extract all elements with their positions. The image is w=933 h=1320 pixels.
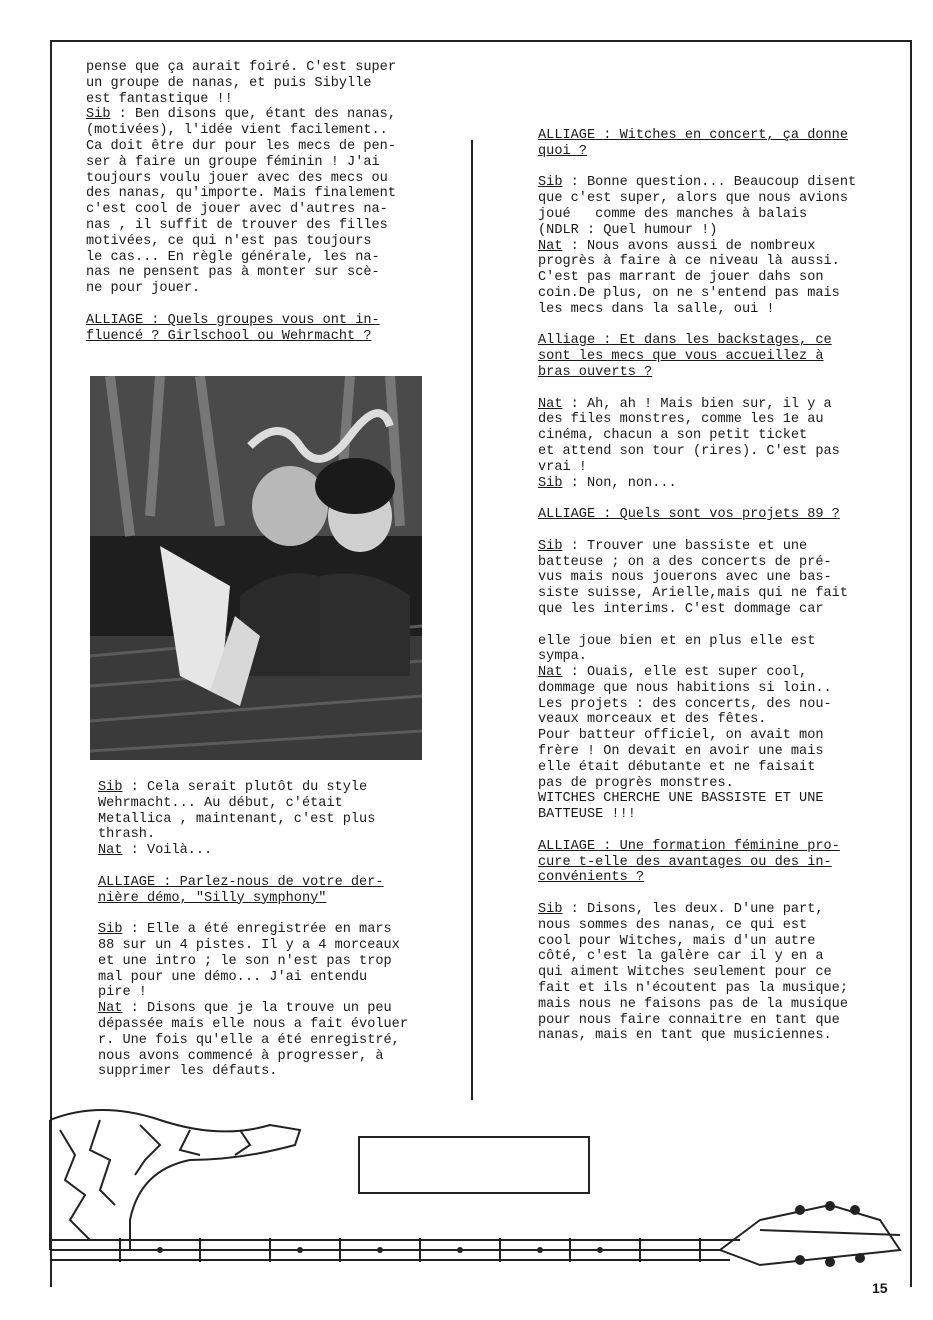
speaker-name: Nat — [98, 843, 123, 859]
text-line — [538, 949, 856, 965]
text-line — [98, 796, 408, 812]
text-line — [98, 954, 408, 970]
interview-question — [538, 144, 856, 160]
text-line — [538, 286, 856, 302]
text-line — [538, 570, 856, 586]
left-column — [86, 60, 396, 344]
text-line — [98, 970, 408, 986]
line-text: sympa. — [538, 649, 587, 665]
question-text: Alliage : Et dans les backstages, ce — [538, 333, 832, 349]
text-line — [98, 780, 408, 796]
line-text: Pour batteur officiel, on avait mon — [538, 728, 824, 744]
page-number: 15 — [872, 1280, 888, 1296]
speaker-name: Nat — [98, 1001, 123, 1017]
line-text: WITCHES CHERCHE UNE BASSISTE ET UNE — [538, 791, 824, 807]
line-text: (NDLR : Quel humour !) — [538, 222, 718, 238]
line-text: Wehrmacht... Au début, c'était — [98, 795, 343, 811]
line-text: que c'est super, alors que nous avions — [538, 191, 848, 207]
line-text: pas de progrès monstres. — [538, 775, 734, 791]
line-text: dommage que nous habitions si loin.. — [538, 680, 832, 696]
line-text: mais nous ne faisons pas de la musique — [538, 996, 848, 1012]
question-text: sont les mecs que vous accueillez à — [538, 349, 824, 365]
line-text: les mecs dans la salle, oui ! — [538, 301, 775, 317]
text-line — [538, 397, 856, 413]
line-text: des nanas, qu'importe. Mais finalement — [86, 186, 396, 202]
speaker-name: Sib — [98, 780, 123, 795]
line-text: motivées, ce qui n'est pas toujours — [86, 233, 372, 249]
interview-question — [98, 891, 408, 907]
line-text: elle était débutante et ne faisait — [538, 759, 816, 775]
text-line — [86, 92, 396, 108]
text-line — [98, 1001, 408, 1017]
question-text: ALLIAGE : Quels sont vos projets 89 ? — [538, 507, 840, 523]
question-text: fluencé ? Girlschool ou Wehrmacht ? — [86, 328, 372, 344]
line-text: coin.De plus, on ne s'entend pas mais — [538, 285, 840, 301]
line-text: : Ouais, elle est super cool, — [562, 665, 808, 681]
line-text: pire ! — [98, 985, 147, 1001]
text-line — [538, 665, 856, 681]
line-text: qui aiment Witches seulement pour ce — [538, 965, 832, 981]
text-line — [538, 555, 856, 571]
line-text: : Disons, les deux. D'une part, — [562, 902, 824, 918]
text-line — [86, 218, 396, 234]
question-text: ALLIAGE : Witches en concert, ça donne — [538, 128, 848, 143]
text-line — [538, 428, 856, 444]
interview-question — [538, 333, 856, 349]
speaker-name: Sib — [538, 538, 563, 554]
line-text: et une intro ; le son n'est pas trop — [98, 953, 392, 969]
line-text: veaux morceaux et des fêtes. — [538, 712, 767, 728]
text-line — [98, 938, 408, 954]
text-line — [538, 539, 856, 555]
text-line — [86, 281, 396, 297]
text-line — [538, 175, 856, 191]
text-line — [538, 634, 856, 650]
text-line — [98, 1049, 408, 1065]
line-text: des files monstres, comme les 1e au — [538, 412, 824, 428]
interview-question — [538, 507, 856, 523]
text-line — [86, 76, 396, 92]
text-line — [538, 602, 856, 618]
paragraph-gap — [538, 160, 856, 176]
interview-question — [538, 365, 856, 381]
question-text: ALLIAGE : Une formation féminine pro- — [538, 838, 840, 854]
text-line — [538, 254, 856, 270]
text-line — [86, 107, 396, 123]
text-line — [86, 139, 396, 155]
paragraph-gap — [538, 886, 856, 902]
text-line — [86, 250, 396, 266]
text-line — [538, 981, 856, 997]
text-line — [538, 412, 856, 428]
text-line — [538, 270, 856, 286]
line-text: toujours voulu jouer avec des mecs ou — [86, 170, 388, 186]
question-text: bras ouverts ? — [538, 364, 653, 380]
question-text: ALLIAGE : Quels groupes vous ont in- — [86, 312, 380, 328]
line-text: 88 sur un 4 pistes. Il y a 4 morceaux — [98, 937, 400, 953]
paragraph-gap — [86, 297, 396, 313]
line-text: nas , il suffit de trouver des filles — [86, 217, 388, 233]
line-text: cinéma, chacun a son petit ticket — [538, 428, 808, 444]
interview-question — [538, 839, 856, 855]
text-line — [86, 123, 396, 139]
question-text: quoi ? — [538, 143, 587, 159]
line-text: nous avons commencé à progresser, à — [98, 1048, 384, 1064]
text-line — [538, 649, 856, 665]
paragraph-gap — [98, 859, 408, 875]
line-text: siste suisse, Arielle,mais qui ne fait — [538, 586, 848, 602]
speaker-name: Nat — [538, 665, 563, 681]
text-line — [538, 902, 856, 918]
text-line — [538, 791, 856, 807]
line-text: (motivées), l'idée vient facilement.. — [86, 123, 388, 139]
speaker-name: Sib — [538, 475, 563, 491]
line-text: Metallica , maintenant, c'est plus — [98, 811, 376, 827]
line-text: côté, c'est la galère car il y en a — [538, 949, 824, 965]
line-text: Ca doit être dur pour les mecs de pen- — [86, 138, 396, 154]
line-text: : Ben disons que, étant des nanas, — [110, 107, 396, 123]
line-text: frère ! On devait en avoir une mais — [538, 744, 824, 760]
text-line — [538, 681, 856, 697]
line-text: pense que ça aurait foiré. C'est super — [86, 60, 396, 75]
line-text: elle joue bien et en plus elle est — [538, 633, 816, 649]
question-text: cure t-elle des avantages ou des in- — [538, 854, 832, 870]
line-text: joué comme des manches à balais — [538, 206, 808, 222]
text-line — [538, 302, 856, 318]
text-line — [86, 202, 396, 218]
line-text: : Bonne question... Beaucoup disent — [562, 175, 857, 191]
question-text: convénients ? — [538, 870, 645, 886]
interview-question — [538, 855, 856, 871]
line-text: : Ah, ah ! Mais bien sur, il y a — [562, 396, 832, 412]
line-text: dépassée mais elle nous a fait évoluer — [98, 1016, 408, 1032]
text-line — [98, 812, 408, 828]
line-text: C'est pas marrant de jouer dahs son — [538, 270, 824, 286]
text-line — [538, 586, 856, 602]
text-line — [538, 223, 856, 239]
speaker-name: Nat — [538, 238, 563, 254]
interview-question — [86, 313, 396, 329]
paragraph-gap — [538, 823, 856, 839]
column-divider — [471, 140, 473, 1100]
line-text: : Voilà... — [122, 843, 213, 859]
text-line — [86, 171, 396, 187]
line-text: vus mais nous jouerons avec une bas- — [538, 570, 832, 586]
line-text: Les projets : des concerts, des nou- — [538, 696, 832, 712]
text-line — [538, 191, 856, 207]
text-line — [538, 997, 856, 1013]
paragraph-gap — [538, 381, 856, 397]
line-text: BATTEUSE !!! — [538, 807, 636, 823]
line-text: batteuse ; on a des concerts de pré- — [538, 554, 832, 570]
line-text: : Non, non... — [562, 475, 677, 491]
text-line — [538, 728, 856, 744]
text-line — [538, 744, 856, 760]
text-line — [538, 776, 856, 792]
line-text: ser à faire un groupe féminin ! J'ai — [86, 154, 380, 170]
text-line — [538, 239, 856, 255]
text-line — [538, 807, 856, 823]
line-text: vrai ! — [538, 459, 587, 475]
line-text: c'est cool de jouer avec d'autres na- — [86, 202, 388, 218]
text-line — [538, 760, 856, 776]
text-line — [98, 922, 408, 938]
text-line — [538, 207, 856, 223]
line-text: r. Une fois qu'elle a été enregistré, — [98, 1032, 400, 1048]
interview-question — [538, 128, 856, 144]
text-line — [538, 444, 856, 460]
line-text: le cas... En règle générale, les na- — [86, 249, 380, 265]
text-line — [98, 827, 408, 843]
text-line — [98, 1033, 408, 1049]
text-line — [538, 934, 856, 950]
line-text: : Cela serait plutôt du style — [122, 780, 368, 795]
text-line — [538, 918, 856, 934]
text-line — [86, 155, 396, 171]
line-text: : Nous avons aussi de nombreux — [562, 238, 816, 254]
speaker-name: Sib — [98, 922, 123, 938]
text-line — [538, 460, 856, 476]
interview-question — [538, 870, 856, 886]
line-text: cool pour Witches, mais d'un autre — [538, 933, 816, 949]
paragraph-gap — [538, 491, 856, 507]
band-photo — [90, 376, 422, 760]
line-text: ne pour jouer. — [86, 281, 201, 297]
line-text: est fantastique !! — [86, 91, 233, 107]
paragraph-gap — [98, 906, 408, 922]
speaker-name: Sib — [538, 902, 563, 918]
line-text: supprimer les défauts. — [98, 1064, 278, 1080]
text-line — [538, 476, 856, 492]
text-line — [538, 1013, 856, 1029]
right-column — [538, 128, 856, 1044]
line-text: nas ne pensent pas à monter sur scè- — [86, 265, 380, 281]
speaker-name: Nat — [538, 396, 563, 412]
text-line — [538, 697, 856, 713]
speaker-name: Sib — [86, 107, 111, 123]
text-line — [98, 1064, 408, 1080]
line-text: progrès à faire à ce niveau là aussi. — [538, 254, 840, 270]
interview-question — [86, 329, 396, 345]
text-line — [98, 1017, 408, 1033]
line-text: pour nous faire connaitre en tant que — [538, 1012, 840, 1028]
question-text: nière démo, "Silly symphony" — [98, 890, 327, 906]
text-line — [86, 234, 396, 250]
paragraph-gap — [538, 318, 856, 334]
text-line — [98, 985, 408, 1001]
text-line — [86, 265, 396, 281]
speaker-name: Sib — [538, 175, 563, 191]
question-text: ALLIAGE : Parlez-nous de votre der- — [98, 874, 384, 890]
text-line — [86, 186, 396, 202]
text-line — [538, 712, 856, 728]
text-line — [98, 843, 408, 859]
paragraph-gap — [538, 523, 856, 539]
interview-question — [538, 349, 856, 365]
line-text: thrash. — [98, 827, 156, 843]
line-text: : Elle a été enregistrée en mars — [122, 922, 392, 938]
text-line — [538, 965, 856, 981]
interview-question — [98, 875, 408, 891]
text-line — [538, 1028, 856, 1044]
line-text: mal pour une démo... J'ai entendu — [98, 969, 368, 985]
line-text: nous sommes des nanas, ce qui est — [538, 917, 808, 933]
guitar-drawing — [40, 1100, 920, 1280]
line-text: un groupe de nanas, et puis Sibylle — [86, 75, 372, 91]
left-column-continued — [98, 780, 408, 1080]
line-text: et attend son tour (rires). C'est pas — [538, 443, 840, 459]
line-text: nanas, mais en tant que musiciennes. — [538, 1028, 832, 1044]
paragraph-gap — [538, 618, 856, 634]
line-text: fait et ils n'écoutent pas la musique; — [538, 981, 848, 997]
line-text: : Trouver une bassiste et une — [562, 538, 808, 554]
line-text: que les interims. C'est dommage car — [538, 601, 824, 617]
line-text: : Disons que je la trouve un peu — [122, 1001, 392, 1017]
text-line — [86, 60, 396, 76]
